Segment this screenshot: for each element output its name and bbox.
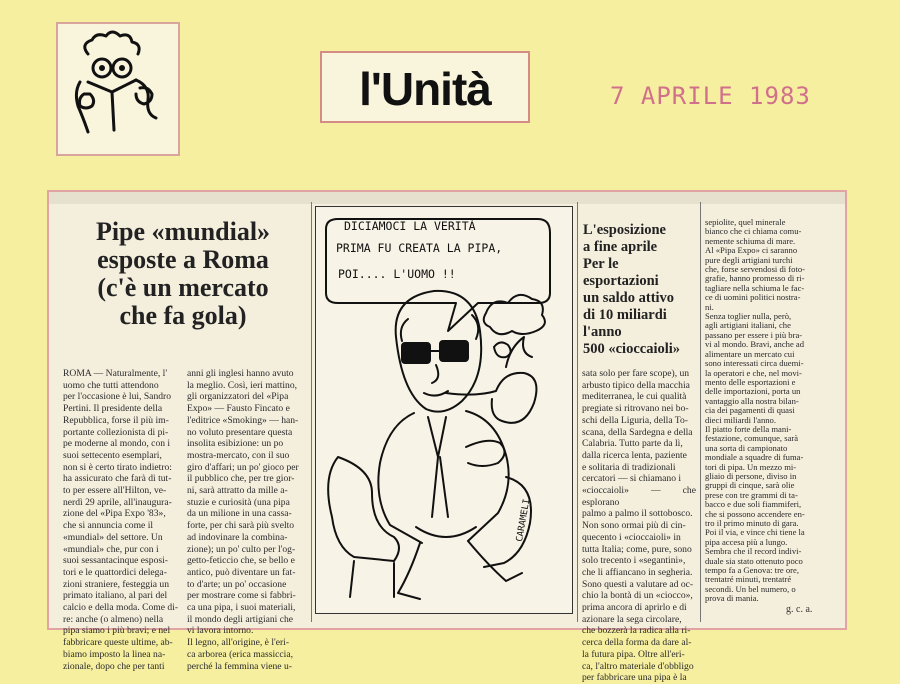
text-line: Il legno, all'origine, è l'eri- xyxy=(187,637,290,649)
cartoon-panel xyxy=(315,206,573,614)
text-line: stuzie e curiosità (una pipa xyxy=(187,496,290,508)
text-line: la operatori e che, nel movi- xyxy=(705,367,802,378)
text-line: «mundial» del settore. Un xyxy=(63,531,163,543)
pipe xyxy=(446,373,536,423)
text-line: uomo che tutti attendono xyxy=(63,379,159,391)
text-line: pipa siamo i più bravi; e nel xyxy=(63,625,171,637)
text-line: solo trecento i «segantini», xyxy=(582,555,686,567)
article-column-3 xyxy=(582,368,696,684)
article-headline xyxy=(63,218,303,330)
article-subheadline xyxy=(583,222,695,358)
text-line: «mundial» che, pur con i xyxy=(63,543,159,555)
text-line: tro il primo minuto di gara. xyxy=(705,518,799,528)
text-line: che bozzerà la radica alla ri- xyxy=(582,625,691,637)
text-line: ca, l'altro materiale d'obbligo xyxy=(582,660,694,672)
bubble-line: DICIAMOCI LA VERITÀ xyxy=(344,219,476,233)
text-line: suoi sessantacinque esposi- xyxy=(63,555,168,567)
text-line: zione del «Pipa Expo '83», xyxy=(63,508,166,520)
text-line: prima ancora di aprirlo e di xyxy=(582,602,687,614)
text-line: da un milione in una cassa- xyxy=(187,508,292,520)
text-line: perché la femmina viene u- xyxy=(187,660,292,672)
text-line: bianco che ci chiama comu- xyxy=(705,226,802,237)
text-line: e solitaria di tradizionali xyxy=(582,461,676,473)
text-line: biamo imposto la linea na- xyxy=(63,648,166,660)
text-line: non si è certo tirato indietro: xyxy=(63,461,172,473)
text-line: Repubblica, forse il più im- xyxy=(63,414,169,426)
text-line: scana, della Sardegna e della xyxy=(582,426,693,438)
text-line: per mostrare come si fabbri- xyxy=(187,590,296,602)
text-line: no voluto presentare questa xyxy=(187,426,293,438)
text-line: primato italiano, al pari del xyxy=(63,590,168,602)
text-line: fabbricare queste ultime, ab- xyxy=(63,637,173,649)
text-line: zioni straniere, festeggia un xyxy=(63,578,170,590)
text-line: ca una pipa, i suoi materiali, xyxy=(187,602,296,614)
text-line: sepiolite, quel minerale xyxy=(705,217,786,227)
text-line: pregiate si ritrovano nei bo- xyxy=(582,403,689,415)
text-line: che, forse servendosi di foto- xyxy=(705,264,805,275)
text-line: ad indovinare la combina- xyxy=(187,531,288,543)
text-line: to d'arte; un po' occasione xyxy=(187,578,287,590)
newspaper-masthead xyxy=(320,51,530,123)
text-line: palmo a palmo il sottobosco. xyxy=(582,508,693,520)
cartoon-artist-signature: CARAMELI xyxy=(515,498,533,543)
text-line: forte, per chi sarà più svelto xyxy=(187,520,295,532)
text-line: zionale, dopo che per tanti xyxy=(63,660,165,672)
subheadline-line: l'anno xyxy=(583,324,622,340)
masthead-title: l'Unità xyxy=(359,63,491,115)
text-line: sono interessati circa duemi- xyxy=(705,358,804,369)
text-line: cia dei pagamenti di quasi xyxy=(705,405,795,416)
text-line: ni. xyxy=(705,301,714,312)
text-line: delle importazioni, porta un xyxy=(705,386,801,397)
text-line: quecento i «cioccaioli» in xyxy=(582,531,681,543)
reader-figure-icon xyxy=(58,24,178,154)
text-line: vi al mondo. Bravi, anche ad xyxy=(705,339,805,350)
text-line: agli artigiani italiani, che xyxy=(705,320,791,331)
headline-line: che fa gola) xyxy=(119,301,247,330)
text-line: getto-feticcio che, se bello e xyxy=(187,555,295,567)
text-line: calcio e della moda. Come di- xyxy=(63,602,179,614)
text-line: grafie, hanno promesso di ri- xyxy=(705,273,805,284)
column-divider xyxy=(577,202,578,622)
text-line: giro d'affari; un po' gioco per xyxy=(187,461,299,473)
text-line: tori e le quattordici delega- xyxy=(63,566,167,578)
text-line: Expo» — Fausto Fincato e xyxy=(187,403,290,415)
text-line: tori di pipa. Un mezzo mi- xyxy=(705,461,797,472)
text-line: dieci miliardi l'anno. xyxy=(705,414,776,425)
text-line: gliaio di persone, diviso in xyxy=(705,470,797,481)
bubble-line: POI.... L'UOMO !! xyxy=(338,267,456,281)
text-line: cerca della forma da dare al- xyxy=(582,637,692,649)
newspaper-clipping xyxy=(47,190,847,684)
text-line: ha assicurato che farà di tut- xyxy=(63,473,172,485)
text-line: duale sia stato ottenuto poco xyxy=(705,555,803,566)
text-line: gli organizzatori del «Pipa xyxy=(187,391,289,403)
text-line: pe moderne al mondo, con i xyxy=(63,438,171,450)
text-line: vi lavora intorno. xyxy=(187,625,254,637)
text-line: mediterranea, le cui qualità xyxy=(582,391,687,403)
subheadline-line: 500 «cioccaioli» xyxy=(583,341,681,357)
headline-line: esposte a Roma xyxy=(97,245,269,274)
text-line: dalla ricerca lenta, paziente xyxy=(582,449,687,461)
text-line: mento delle esportazioni e xyxy=(705,376,796,387)
text-line: che si annuncia come il xyxy=(63,520,154,532)
text-line: Non sono ormai più di cin- xyxy=(582,520,686,532)
reader-logo xyxy=(56,22,180,156)
text-line: trentatré minuti, trentatré xyxy=(705,574,792,585)
text-line: nemente schiuma di mare. xyxy=(705,235,796,246)
text-line: zione); un po' culto per l'og- xyxy=(187,543,296,555)
article-column-1 xyxy=(63,368,181,672)
subheadline-line: L'esposizione xyxy=(583,222,666,238)
text-line: sata solo per fare scope), un xyxy=(582,368,690,379)
subheadline-line: a fine aprile xyxy=(583,239,658,255)
text-line: per fabbricare una pipa è la xyxy=(582,672,687,684)
headline-line: (c'è un mercato xyxy=(97,273,269,302)
clipping-top-strip xyxy=(49,192,845,204)
subheadline-line: Per le xyxy=(583,256,619,272)
text-line: «cioccaioli» — che esplorano xyxy=(582,485,696,508)
text-line: che li affiancano in segheria. xyxy=(582,566,693,578)
smoke-cloud xyxy=(484,295,545,334)
subheadline-line: un saldo attivo xyxy=(583,290,675,306)
text-line: una sorta di campionato xyxy=(705,442,788,453)
text-line: to per essere all'Hilton, ve- xyxy=(63,485,167,497)
text-line: ROMA — Naturalmente, l' xyxy=(63,368,168,379)
text-line: alimentare un mercato cui xyxy=(705,348,795,359)
text-line: l'editrice «Smoking» — han- xyxy=(187,414,299,426)
text-line: che si possono accendere en- xyxy=(705,508,805,519)
issue-date: 7 APRILE 1983 xyxy=(610,82,811,110)
text-line: mondiale a squadre di fuma- xyxy=(705,452,804,463)
text-line: ca arborea (erica massiccia, xyxy=(187,648,293,660)
text-line: pipa accesa più a lungo. xyxy=(705,536,788,547)
text-line: tutta Italia; come, pure, sono xyxy=(582,543,692,555)
text-line: Calabria. Tutto parte da lì, xyxy=(582,438,683,450)
text-line: nerdì 29 aprile, all'inaugura- xyxy=(63,496,172,508)
text-line: re: anche (o almeno) nella xyxy=(63,613,164,625)
text-line: prese con tre grammi di ta- xyxy=(705,489,798,500)
text-line: suoi settecento esemplari, xyxy=(63,449,162,461)
text-line: tempo fa a Genova: tre ore, xyxy=(705,565,800,576)
subheadline-line: esportazioni xyxy=(583,273,659,289)
text-line: secondi. Un bel numero, o xyxy=(705,583,796,594)
article-column-2 xyxy=(187,368,307,672)
text-line: mostra-mercato, con il suo xyxy=(187,449,290,461)
text-line: passano per essere i più bra- xyxy=(705,329,803,340)
text-line: Sembra che il record indivi- xyxy=(705,546,802,557)
text-line: cercatori — si chiamano i xyxy=(582,473,682,485)
armchair xyxy=(328,457,399,561)
author-signature: g. c. a. xyxy=(786,604,813,615)
text-line: prova di mania. xyxy=(705,593,759,604)
text-line: Senza toglier nulla, però, xyxy=(705,311,792,322)
text-line: insolita esibizione: un po xyxy=(187,438,284,450)
text-line: il pubblico che, per tre gior- xyxy=(187,473,295,485)
text-line: Pertini. Il presidente della xyxy=(63,403,163,415)
text-line: il mondo degli artigiani che xyxy=(187,613,294,625)
text-line: Sono questi a valutare ad oc- xyxy=(582,578,694,590)
text-line: festazione, comunque, sarà xyxy=(705,433,799,444)
text-line: bacco e due soli fiammiferi, xyxy=(705,499,802,510)
text-line: ni, sarà attratto da mille a- xyxy=(187,485,288,497)
text-line: chio la bontà di un «ciocco», xyxy=(582,590,693,602)
text-line: tagliare nella schiuma le fac- xyxy=(705,282,805,293)
text-line: gruppi di cinque, sarà olie xyxy=(705,480,795,491)
text-line: Poi il via, e vince chi tiene la xyxy=(705,527,805,538)
text-line: la futura pipa. Oltre all'eri- xyxy=(582,648,685,660)
text-line: anni gli inglesi hanno avuto xyxy=(187,368,294,379)
text-line: pure degli artigiani turchi xyxy=(705,254,793,265)
bubble-line: PRIMA FU CREATA LA PIPA, xyxy=(336,241,503,255)
text-line: la meglio. Così, ieri mattino, xyxy=(187,379,298,391)
column-divider xyxy=(700,202,701,622)
text-line: per l'occasione è lui, Sandro xyxy=(63,391,172,403)
figure-legs xyxy=(398,541,522,599)
text-line: antico, può diventare un fat- xyxy=(187,566,296,578)
text-line: schi della Liguria, della To- xyxy=(582,414,688,426)
text-line: arbusto tipico della macchia xyxy=(582,379,690,391)
text-line: Il piatto forte della mani- xyxy=(705,423,792,434)
article-column-4 xyxy=(705,218,827,604)
column-divider xyxy=(311,202,312,622)
text-line: portante collezionista di pi- xyxy=(63,426,169,438)
subheadline-line: di 10 miliardi xyxy=(583,307,667,323)
text-line: azionare la sega circolare, xyxy=(582,613,682,625)
text-line: vantaggio alla nostra bilan- xyxy=(705,395,799,406)
text-line: ce di uomini politici nostra- xyxy=(705,292,801,303)
text-line: Al «Pipa Expo» ci saranno xyxy=(705,245,798,256)
headline-line: Pipe «mundial» xyxy=(95,217,271,246)
